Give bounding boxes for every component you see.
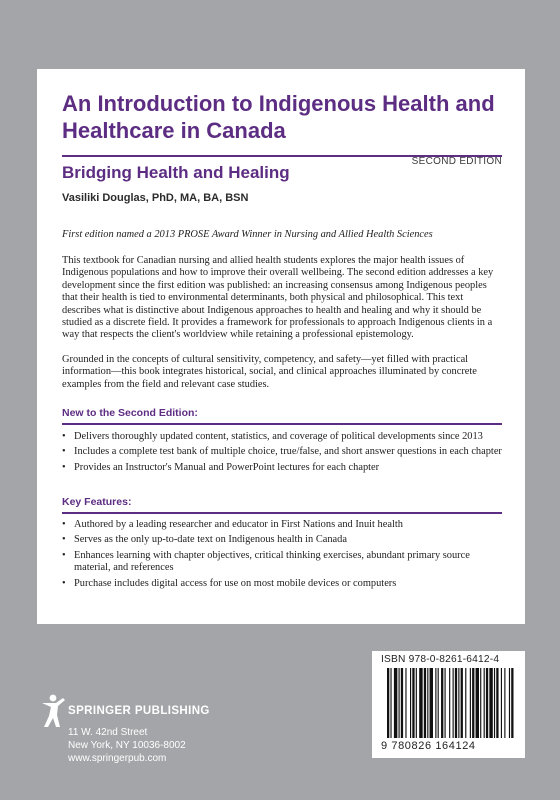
bullet-icon: • <box>62 534 66 546</box>
list-item: • Provides an Instructor's Manual and PowerPoint lectures for each chapter <box>62 461 380 473</box>
list-item: • Delivers thoroughly updated content, statistics, and coverage of political developments since 2013 <box>62 431 483 442</box>
barcode-digits: 9 780826 164124 <box>381 740 476 752</box>
author-name: Vasiliki Douglas, PhD, MA, BA, BSN <box>62 192 249 204</box>
list-item: • Authored by a leading researcher and educator in First Nations and Inuit health <box>62 519 403 530</box>
book-title: An Introduction to Indigenous Health and Healthcare in Canada <box>62 91 495 143</box>
list-item: • Serves as the only up-to-date text on Indigenous health in Canada <box>62 534 347 546</box>
springer-figure-icon <box>40 694 66 728</box>
book-subtitle: Bridging Health and Healing <box>62 163 290 182</box>
description-paragraph-1: This textbook for Canadian nursing and allied health students explores the major health issues of Indigenous populations and how to improve their overall wellbeing. The second edition addresses a key development since the first edition was published: an increasing consensus among Indigenous peoples that their health is tied to environmental determinants, both physical and philosophical. This text describes what is distinctive about Indigenous approaches to health and healing and why it should be studied as a discrete field. It provides a framework for professionals to approach Indigenous clients in a way that respects the client's worldview while retaining a professional epistemology. <box>62 255 494 341</box>
award-note: First edition named a 2013 PROSE Award Winner in Nursing and Allied Health Sciences <box>62 229 433 240</box>
new-edition-heading: New to the Second Edition: <box>62 407 198 419</box>
title-rule <box>62 155 502 157</box>
bullet-icon: • <box>62 431 66 442</box>
list-item: • Enhances learning with chapter objectives, critical thinking exercises, abundant primary source material, and references <box>62 549 470 574</box>
edition-label: SECOND EDITION <box>411 156 502 167</box>
list-item: • Includes a complete test bank of multiple choice, true/false, and short answer questions in each chapter <box>62 446 502 458</box>
key-features-list <box>62 519 502 593</box>
key-features-rule <box>62 512 502 514</box>
publisher-website: www.springerpub.com <box>68 753 167 764</box>
new-edition-list <box>62 431 502 477</box>
description-paragraph-2: Grounded in the concepts of cultural sensitivity, competency, and safety—yet filled with practical information—this book integrates historical, social, and clinical approaches illuminated by concrete examples from the field and relevant case studies. <box>62 354 477 390</box>
isbn-label: ISBN 978-0-8261-6412-4 <box>381 654 500 665</box>
new-edition-rule <box>62 423 502 425</box>
key-features-heading: Key Features: <box>62 496 132 508</box>
publisher-address-line2: New York, NY 10036-8002 <box>68 740 186 751</box>
bullet-icon: • <box>62 519 66 530</box>
barcode-image <box>381 668 518 740</box>
list-item: • Purchase includes digital access for use on most mobile devices or computers <box>62 577 397 589</box>
bullet-icon: • <box>62 577 66 589</box>
publisher-name: SPRINGER PUBLISHING <box>68 705 210 717</box>
bullet-icon: • <box>62 446 66 458</box>
publisher-address-line1: 11 W. 42nd Street <box>68 727 148 738</box>
bullet-icon: • <box>62 549 66 561</box>
bullet-icon: • <box>62 461 66 473</box>
